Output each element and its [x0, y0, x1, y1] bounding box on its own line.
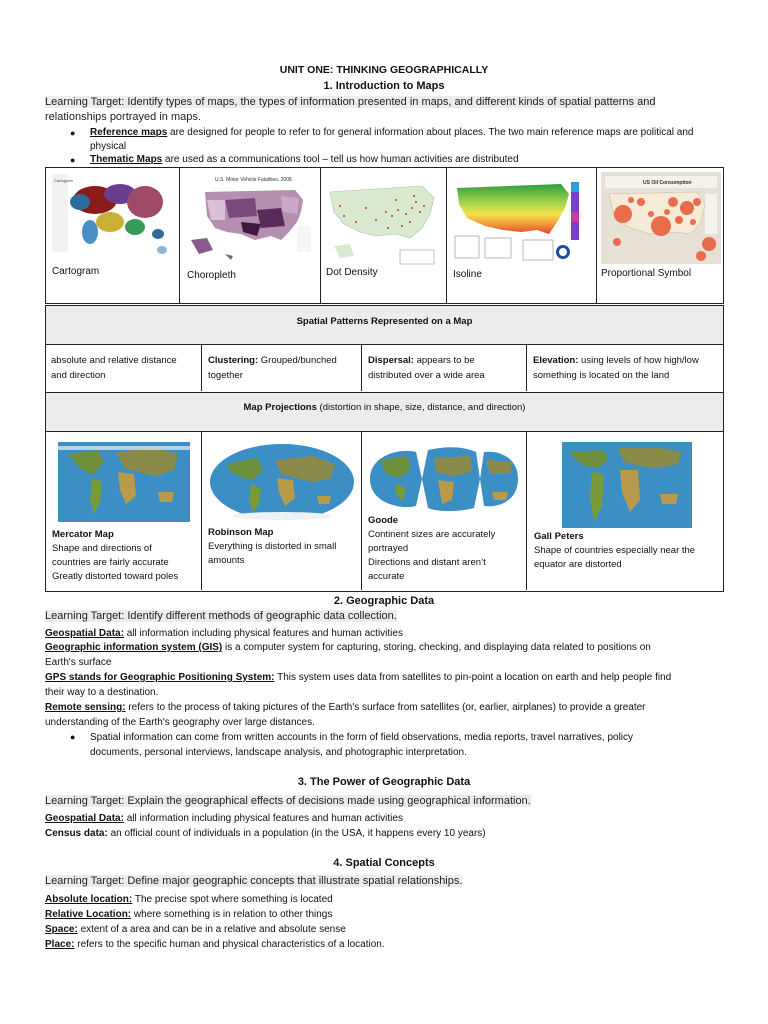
- map-projections-header: Map Projections (distortion in shape, size, distance, and direction): [45, 393, 724, 432]
- isoline-map-icon: [451, 172, 593, 268]
- robinson-map-icon: [209, 442, 355, 522]
- spatial-patterns-header: Spatial Patterns Represented on a Map: [45, 305, 724, 345]
- pattern-clustering: Clustering: Grouped/bunched together: [208, 355, 337, 381]
- cartogram-map-icon: [50, 172, 174, 264]
- mercator-map-icon: [58, 442, 190, 522]
- isoline-label: Isoline: [453, 269, 482, 280]
- absolute-location-definition: Absolute location: The precise spot where something is located: [45, 894, 333, 905]
- gall-peters-map-icon: [562, 442, 692, 528]
- document-title: UNIT ONE: THINKING GEOGRAPHICALLY: [279, 64, 489, 76]
- section3-geospatial-data: Geospatial Data: all information including physical features and human activities: [45, 813, 403, 824]
- gall-peters-description: Gall Peters Shape of countries especially near the equator are distorted: [534, 531, 696, 570]
- gps-definition: GPS stands for Geographic Positioning System: This system uses data from satellites to pin-point a location on earth and help people find their way to a destination.: [45, 672, 672, 698]
- dot-density-label: Dot Density: [326, 267, 378, 278]
- goode-description: Goode Continent sizes are accurately portrayed Directions and distant aren’t accurate: [368, 515, 496, 582]
- section1-learning-target: Learning Target: Identify types of maps, the types of information presented in maps, and different kinds of spatial patterns and relationships portrayed in maps.: [45, 96, 656, 123]
- geospatial-data-definition: Geospatial Data: all information including physical features and human activities: [45, 628, 403, 639]
- section3-heading: 3. The Power of Geographic Data: [297, 776, 471, 788]
- dot-density-map-icon: [326, 172, 442, 268]
- spatial-information-bullet: ● Spatial information can come from written accounts in the form of field observations, media reports, travel narratives, policy documents, personal interviews, landscape analysis, and photographic interpretation.: [70, 732, 634, 758]
- section3-learning-target: Learning Target: Explain the geographical effects of decisions made using geographical information.: [45, 795, 531, 807]
- choropleth-label: Choropleth: [187, 270, 236, 281]
- pattern-distance: absolute and relative distance and direction: [51, 355, 177, 381]
- goode-map-icon: [366, 444, 522, 514]
- pattern-elevation: Elevation: using levels of how high/low something is located on the land: [533, 355, 699, 381]
- map-types-table: [45, 167, 724, 304]
- section4-heading: 4. Spatial Concepts: [333, 857, 435, 869]
- gis-definition: Geographic information system (GIS) is a computer system for capturing, storing, checking, and displaying data related to positions on Earth's surface: [45, 642, 651, 668]
- choropleth-map-icon: [185, 170, 317, 268]
- thematic-maps-bullet: ● Thematic Maps are used as a communications tool – tell us how human activities are distributed: [70, 154, 519, 165]
- proportional-symbol-map-icon: [601, 172, 721, 264]
- census-data-definition: Census data: an official count of individuals in a population (in the USA, it happens every 10 years): [45, 828, 486, 839]
- mercator-description: Mercator Map Shape and directions of countries are fairly accurate Greatly distorted toward poles: [52, 529, 179, 582]
- relative-location-definition: Relative Location: where something is in relation to other things: [45, 909, 333, 920]
- map-projections-row: [45, 432, 724, 592]
- section2-heading: 2. Geographic Data: [333, 595, 435, 607]
- cartogram-label: Cartogram: [52, 266, 100, 277]
- svg-text:U.S. Motor Vehicle Fatalities,: U.S. Motor Vehicle Fatalities, 2008: [215, 177, 292, 183]
- spatial-patterns-row: [45, 345, 724, 393]
- proportional-symbol-label: Proportional Symbol: [601, 268, 692, 279]
- svg-text:Cartogram: Cartogram: [54, 178, 73, 183]
- section1-heading: 1. Introduction to Maps: [323, 80, 445, 92]
- space-definition: Space: extent of a area and can be in a relative and absolute sense: [45, 924, 346, 935]
- robinson-description: Robinson Map Everything is distorted in small amounts: [208, 527, 337, 566]
- remote-sensing-definition: Remote sensing: refers to the process of taking pictures of the Earth's surface from satellites (or, earlier, airplanes) to provide a greater understanding of the Earth's geography over large distances.: [45, 702, 646, 728]
- section2-learning-target: Learning Target: Identify different methods of geographic data collection.: [45, 610, 397, 622]
- section4-learning-target: Learning Target: Define major geographic concepts that illustrate spatial relationships.: [45, 875, 463, 887]
- place-definition: Place: refers to the specific human and physical characteristics of a location.: [45, 939, 385, 950]
- svg-text:US Oil Consumption: US Oil Consumption: [643, 180, 692, 186]
- reference-maps-bullet: ● Reference maps are designed for people to refer to for general information about places. The two main reference maps are political and physical: [70, 127, 694, 152]
- pattern-dispersal: Dispersal: appears to be distributed over a wide area: [368, 355, 485, 381]
